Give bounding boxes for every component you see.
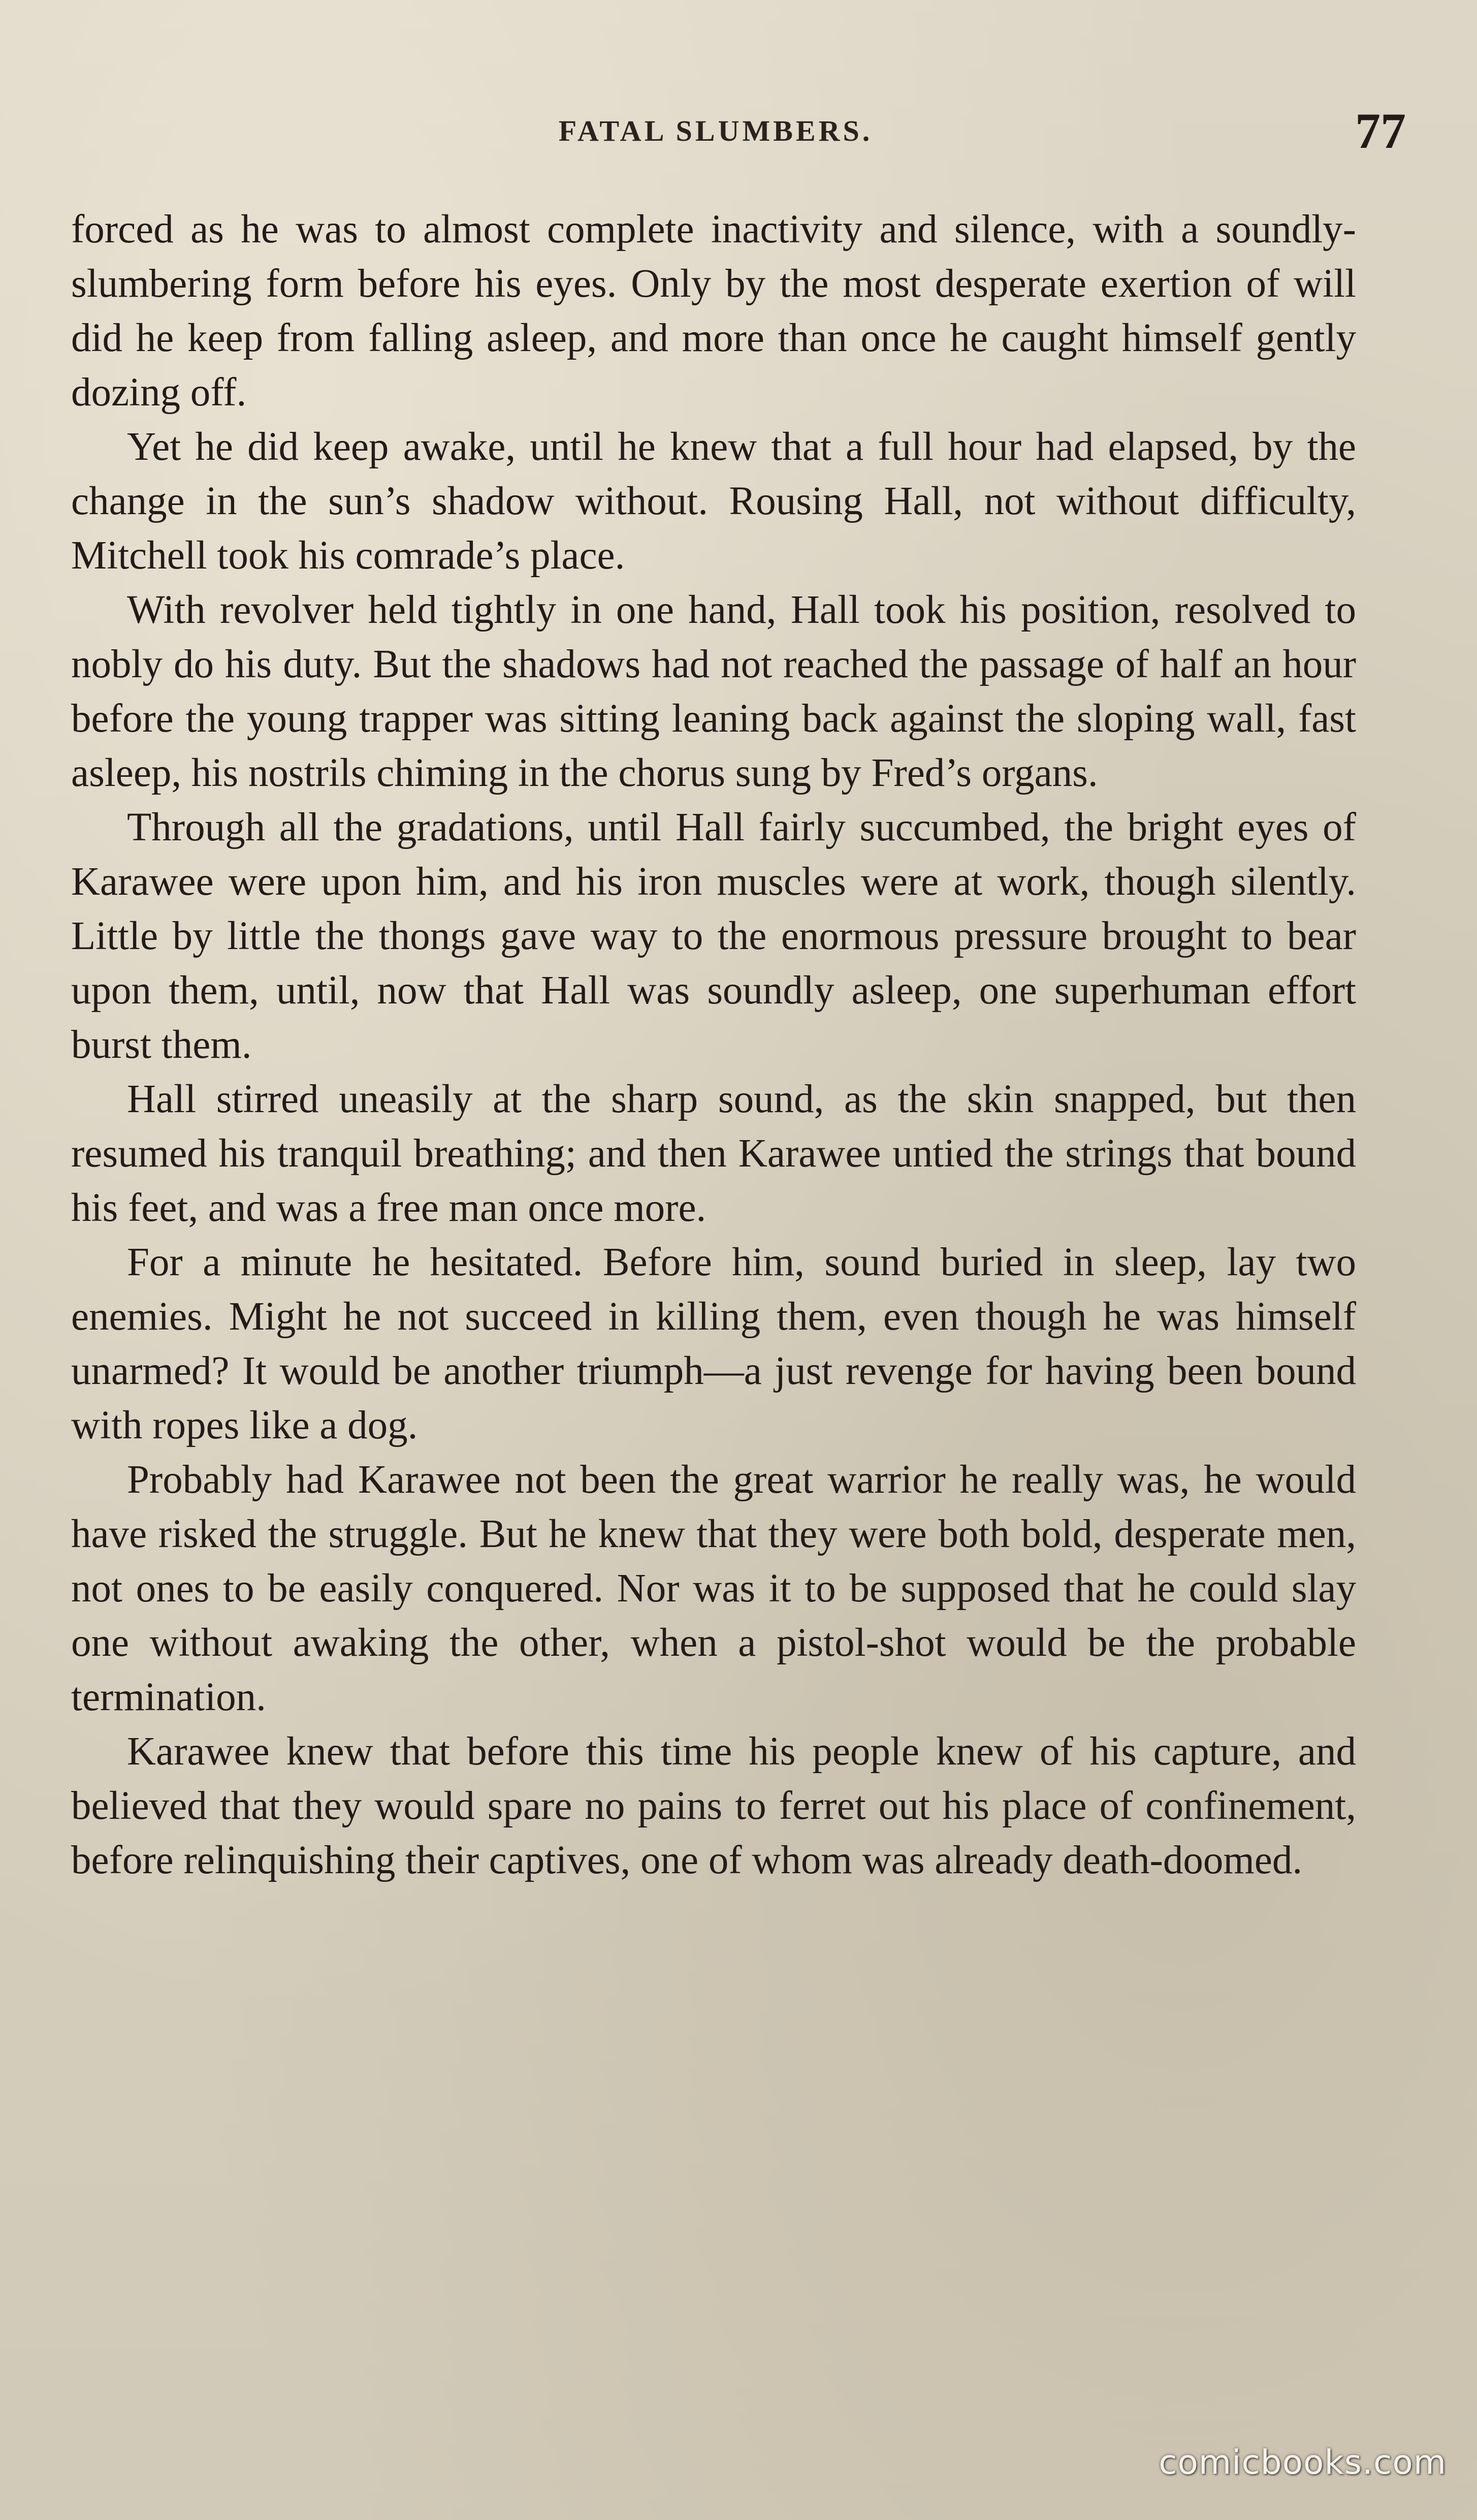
paragraph-6: For a minute he hesitated. Before him, sound buried in sleep, lay two enemies. Might he not succeed in killing them, even though he was himself unarmed? It would be another triumph—a just revenge for having been bound with ropes like a dog. xyxy=(71,1240,1356,1447)
page-header xyxy=(71,102,1406,159)
paragraph-5: Hall stirred uneasily at the sharp sound, as the skin snapped, but then resumed his tranquil breathing; and then Karawee untied the strings that bound his feet, and was a free man once more. xyxy=(71,1077,1356,1230)
paragraph-7: Probably had Karawee not been the great warrior he really was, he would have risked the struggle. But he knew that they were both bold, desperate men, not ones to be easily conquered. Nor was it to be supposed that he could slay one without awaking the other, when a pistol-shot would be the probable termination. xyxy=(71,1458,1356,1719)
running-head: FATAL SLUMBERS. xyxy=(558,114,873,147)
body-text xyxy=(71,202,1356,1887)
page-number: 77 xyxy=(1355,103,1406,159)
paragraph-2: Yet he did keep awake, until he knew that a full hour had elapsed, by the change in the sun’s shadow without. Rousing Hall, not without difficulty, Mitchell took his comrade’s place. xyxy=(71,425,1356,578)
paragraph-4: Through all the gradations, until Hall fairly succumbed, the bright eyes of Karawee were upon him, and his iron muscles were at work, though silently. Little by little the thongs gave way to the enormous pressure brought to bear upon them, until, now that Hall was soundly asleep, one superhuman effort burst them. xyxy=(71,805,1356,1067)
paragraph-3: With revolver held tightly in one hand, Hall took his position, resolved to nobly do his duty. But the shadows had not reached the passage of half an hour before the young trapper was sitting leaning back against the sloping wall, fast asleep, his nostrils chiming in the chorus sung by Fred’s organs. xyxy=(71,588,1356,795)
watermark-text: comicbooks.com xyxy=(1159,2443,1447,2482)
paragraph-8: Karawee knew that before this time his people knew of his capture, and believed that they would spare no pains to ferret out his place of confinement, before relinquishing their captives, one of whom was already death-doomed. xyxy=(71,1729,1356,1882)
paragraph-1: forced as he was to almost complete inactivity and silence, with a soundly-slumbering form before his eyes. Only by the most desperate exertion of will did he keep from falling asleep, and more than once he caught himself gently dozing off. xyxy=(71,207,1356,415)
